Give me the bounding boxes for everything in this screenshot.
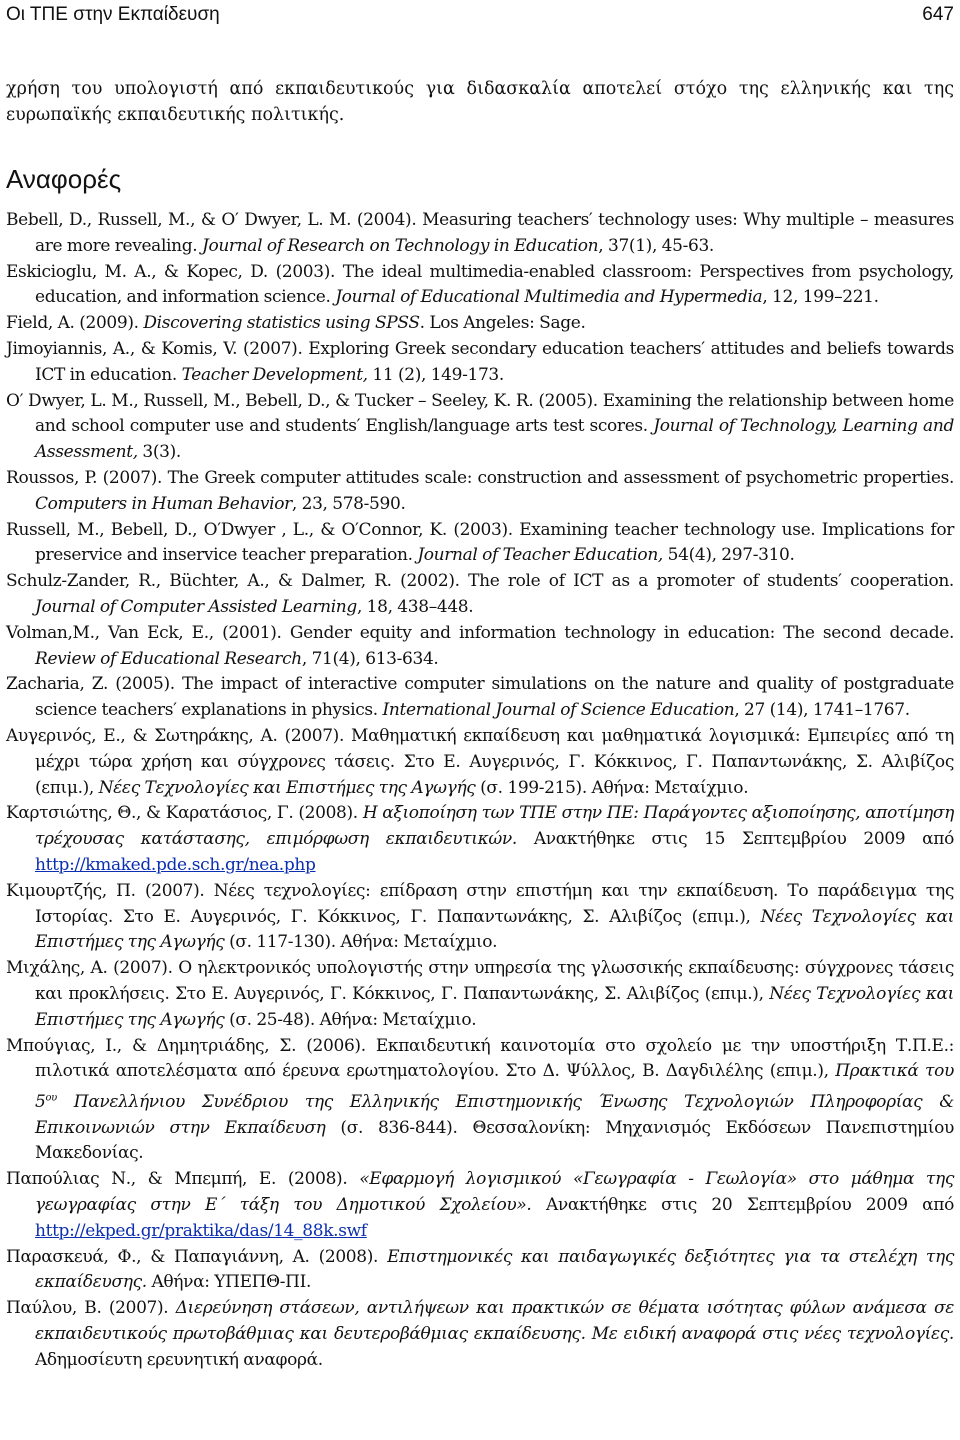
reference-entry: Eskicioglu, M. A., & Kopec, D. (2003). The ideal multimedia-enabled classroom: Perspectives from psychology, education, and information science. Journal of Educational Multimedia and Hypermedia, 12, 199–221.	[6, 261, 954, 308]
references-heading: Αναφορές	[6, 164, 122, 194]
reference-link[interactable]: http://ekped.gr/praktika/das/14_88k.swf	[35, 1220, 367, 1241]
page-number: 647	[922, 4, 954, 25]
reference-entry: Αυγερινός, Ε., & Σωτηράκης, Α. (2007). Μαθηματική εκπαίδευση και μαθηματικά λογισμικά: Εμπειρίες από τη μέχρι τώρα χρήση και σύγχρονες τάσεις. Στο Ε. Αυγερινός, Γ. Κόκκινος, Γ. Παπαντωνάκης, Σ. Αλιβίζος (επιμ.), Νέες Τεχνολογίες και Επιστήμες της Αγωγής (σ. 199-215). Αθήνα: Μεταίχμιο.	[6, 725, 954, 798]
reference-entry: O′ Dwyer, L. M., Russell, M., Bebell, D., & Tucker – Seeley, K. R. (2005). Examining the relationship between home and school computer use and students′ English/language arts test scores. Journal of Technology, Learning and Assessment, 3(3).	[6, 390, 954, 463]
reference-entry: Field, A. (2009). Discovering statistics using SPSS. Los Angeles: Sage.	[6, 313, 586, 334]
reference-entry: Bebell, D., Russell, M., & O′ Dwyer, L. M. (2004). Measuring teachers′ technology uses: Why multiple – measures are more revealing. Journal of Research on Technology in Education, 37(1), 45-63.	[6, 210, 954, 256]
running-header	[6, 2, 954, 28]
reference-entry: Μιχάλης, Α. (2007). Ο ηλεκτρονικός υπολογιστής στην υπηρεσία της γλωσσικής εκπαίδευσης: σύγχρονες τάσεις και προκλήσεις. Στο Ε. Αυγερινός, Γ. Κόκκινος, Γ. Παπαντωνάκης, Σ. Αλιβίζος (επιμ.), Νέες Τεχνολογίες και Επιστήμες της Αγωγής (σ. 25-48). Αθήνα: Μεταίχμιο.	[6, 958, 954, 1030]
reference-entry: Μπούγιας, Ι., & Δημητριάδης, Σ. (2006). Εκπαιδευτική καινοτομία στο σχολείο με την υποστήριξη Τ.Π.Ε.: πιλοτικά αποτελέσματα από έρευνα ερωτηματολογίου. Στο Δ. Ψύλλος, Β. Δαγδιλέλης (επιμ.), Πρακτικά του $5^{o\upsilon}$ Πανελλήνιου Συνέδριου της Ελληνικής Επιστημονικής Ένωσης Τεχνολογιών Πληροφορίας & Επικοινωνιών στην Εκπαίδευση (σ. 836-844). Θεσσαλονίκη: Μηχανισμός Εκδόσεων Πανεπιστημίου Μακεδονίας.	[6, 1035, 954, 1164]
reference-entry: Παπούλιας Ν., & Μπεμπή, Ε. (2008). «Εφαρμογή λογισμικού «Γεωγραφία - Γεωλογία» στο μάθημα της γεωγραφίας στην Ε΄ τάξη του Δημοτικού Σχολείου». Ανακτήθηκε στις 20 Σεπτεμβρίου 2009 από http://ekped.gr/praktika/das/14_88k.swf	[6, 1169, 954, 1241]
reference-entry: Volman,M., Van Eck, E., (2001). Gender equity and information technology in education: The second decade. Review of Educational Research, 71(4), 613-634.	[6, 622, 954, 669]
reference-entry: Schulz-Zander, R., Büchter, A., & Dalmer, R. (2002). The role of ICT as a promoter of students′ cooperation. Journal of Computer Assisted Learning, 18, 438–448.	[6, 571, 954, 617]
reference-entry: Zacharia, Z. (2005). The impact of interactive computer simulations on the nature and quality of postgraduate science teachers′ explanations in physics. International Journal of Science Education, 27 (14), 1741–1767.	[6, 674, 954, 721]
references-list	[6, 208, 954, 1374]
reference-entry: Jimoyiannis, A., & Komis, V. (2007). Exploring Greek secondary education teachers′ attitudes and beliefs towards ICT in education. Teacher Development, 11 (2), 149-173.	[6, 338, 954, 385]
reference-entry: Russell, M., Bebell, D., O′Dwyer , L., & O′Connor, K. (2003). Examining teacher technology use. Implications for preservice and inservice teacher preparation. Journal of Teacher Education, 54(4), 297-310.	[6, 519, 954, 566]
running-title: Οι ΤΠΕ στην Εκπαίδευση	[6, 4, 220, 25]
reference-entry: Παύλου, Β. (2007). Διερεύνηση στάσεων, αντιλήψεων και πρακτικών σε θέματα ισότητας φύλων ανάμεσα σε εκπαιδευτικούς πρωτοβάθμιας και δευτεροβάθμιας εκπαίδευσης. Με ειδική αναφορά στις νέες τεχνολογίες. Αδημοσίευτη ερευνητική αναφορά.	[6, 1298, 954, 1370]
reference-entry: Παρασκευά, Φ., & Παπαγιάννη, Α. (2008). Επιστημονικές και παιδαγωγικές δεξιότητες για τα στελέχη της εκπαίδευσης. Αθήνα: ΥΠΕΠΘ-ΠΙ.	[6, 1246, 954, 1293]
reference-link[interactable]: http://kmaked.pde.sch.gr/nea.php	[35, 854, 316, 875]
intro-paragraph: χρήση του υπολογιστή από εκπαιδευτικούς για διδασκαλία αποτελεί στόχο της ελληνικής και της ευρωπαϊκής εκπαιδευτικής πολιτικής.	[6, 79, 954, 125]
reference-entry: Κιμουρτζής, Π. (2007). Νέες τεχνολογίες: επίδραση στην επιστήμη και την εκπαίδευση. Το παράδειγμα της Ιστορίας. Στο Ε. Αυγερινός, Γ. Κόκκινος, Γ. Παπαντωνάκης, Σ. Αλιβίζος (επιμ.), Νέες Τεχνολογίες και Επιστήμες της Αγωγής (σ. 117-130). Αθήνα: Μεταίχμιο.	[6, 880, 954, 953]
reference-entry: Roussos, P. (2007). The Greek computer attitudes scale: construction and assessment of psychometric properties. Computers in Human Behavior, 23, 578-590.	[6, 467, 954, 514]
reference-entry: Καρτσιώτης, Θ., & Καρατάσιος, Γ. (2008). Η αξιοποίηση των ΤΠΕ στην ΠΕ: Παράγοντες αξιοποίησης, αποτίμηση τρέχουσας κατάστασης, επιμόρφωση εκπαιδευτικών. Ανακτήθηκε στις 15 Σεπτεμβρίου 2009 από http://kmaked.pde.sch.gr/nea.php	[6, 803, 954, 875]
